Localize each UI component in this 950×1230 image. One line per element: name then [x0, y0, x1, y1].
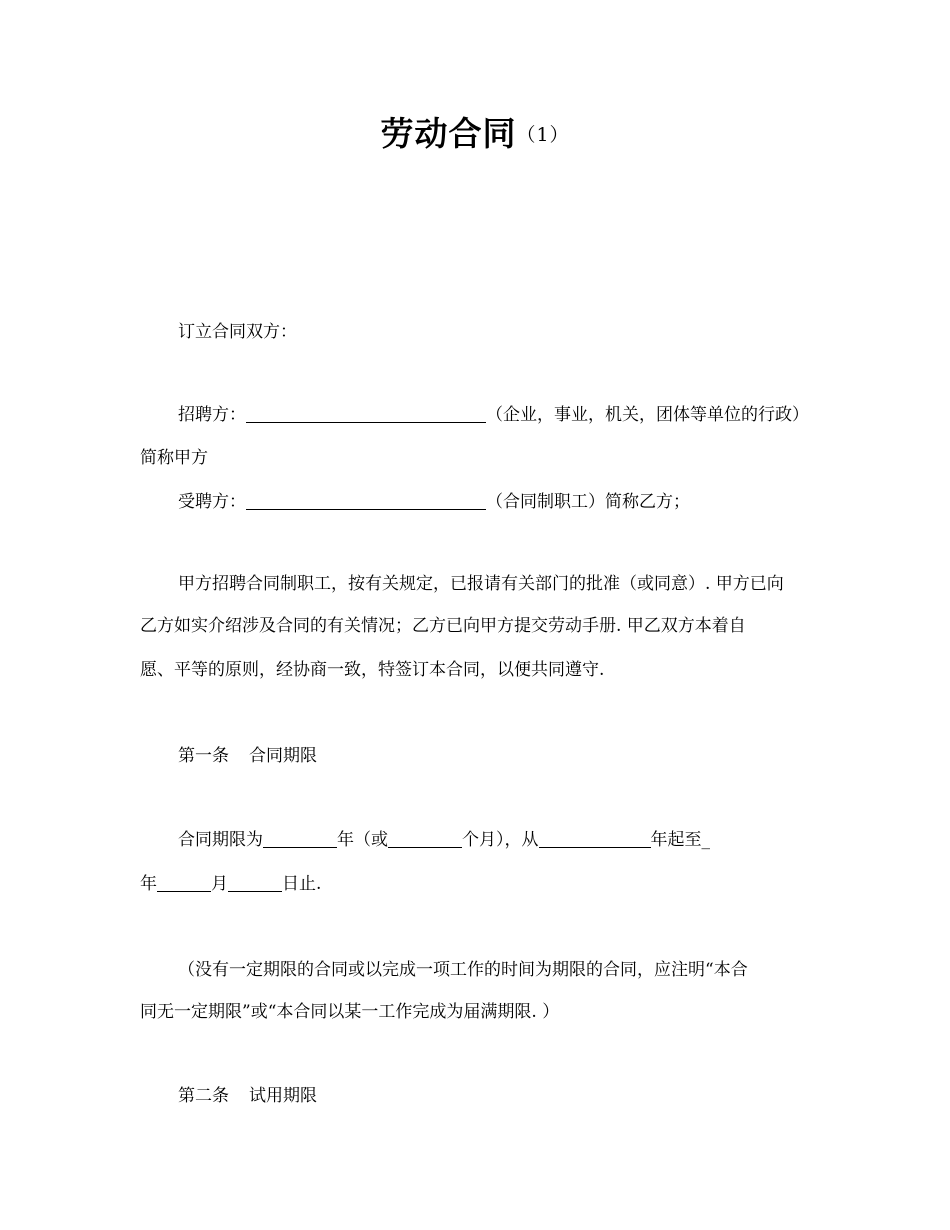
- employer-name-blank[interactable]: [246, 402, 486, 423]
- article-1-title: 合同期限: [249, 746, 317, 766]
- term-line-2: [140, 869, 830, 899]
- end-month-label: 月: [211, 874, 228, 894]
- employer-note-continuation: 简称甲方: [140, 448, 208, 468]
- article-2-heading: [178, 1081, 830, 1111]
- article-1-number: 第一条: [178, 746, 229, 766]
- term-prefix: 合同期限为: [178, 830, 263, 850]
- employee-name-blank[interactable]: [246, 489, 486, 510]
- employer-line: [178, 400, 830, 430]
- preamble-line-2: 乙方如实介绍涉及合同的有关情况；乙方已向甲方提交劳动手册. 甲乙双方本着自: [140, 616, 746, 636]
- employee-line: [178, 487, 830, 517]
- parties-heading: 订立合同双方：: [178, 322, 297, 342]
- term-year-or: 年（或: [337, 830, 388, 850]
- term-months-blank[interactable]: [388, 827, 462, 848]
- term-note-line-2: 同无一定期限”或“本合同以某一工作完成为届满期限. ）: [140, 1002, 560, 1022]
- term-note-line-1: （没有一定期限的合同或以完成一项工作的时间为期限的合同，应注明“本合: [178, 960, 748, 980]
- term-years-blank[interactable]: [263, 827, 337, 848]
- article-2-title: 试用期限: [249, 1086, 317, 1106]
- preamble-line-3: 愿、平等的原则，经协商一致，特签订本合同，以便共同遵守.: [140, 660, 605, 680]
- document-title: 劳动合同: [380, 114, 517, 153]
- employee-label: 受聘方：: [178, 492, 246, 512]
- preamble-line-1: 甲方招聘合同制职工，按有关规定，已报请有关部门的批准（或同意）. 甲方已向: [178, 574, 784, 594]
- employer-label: 招聘方：: [178, 405, 246, 425]
- end-month-blank[interactable]: [157, 871, 211, 892]
- page-title: [0, 112, 950, 157]
- document-number: （1）: [516, 124, 570, 146]
- end-day-blank[interactable]: [228, 871, 282, 892]
- article-1-heading: [178, 741, 830, 771]
- term-year-until: 年起至_: [650, 830, 710, 850]
- end-day-label: 日止.: [282, 874, 322, 894]
- employee-note: （合同制职工）简称乙方；: [486, 492, 690, 512]
- end-year-label: 年: [140, 874, 157, 894]
- term-months-from: 个月），从: [462, 830, 539, 850]
- article-2-number: 第二条: [178, 1086, 229, 1106]
- term-line-1: [178, 825, 830, 855]
- employer-note: （企业，事业，机关，团体等单位的行政）: [486, 405, 809, 425]
- start-year-blank[interactable]: [539, 827, 651, 848]
